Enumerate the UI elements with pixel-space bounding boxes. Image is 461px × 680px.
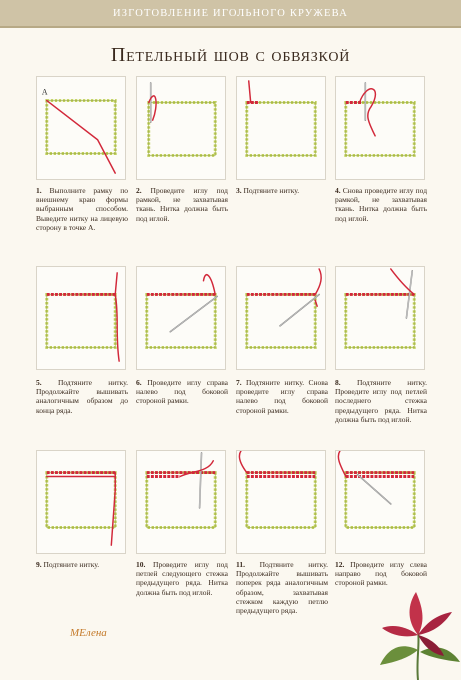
step-caption-2 — [136, 186, 228, 223]
step-caption-3 — [236, 186, 328, 195]
step-text: Подтяните нитку. Продолжайте вышивать аналогичным образом до конца ряда. — [36, 378, 128, 415]
step-number: 2. — [136, 186, 142, 195]
step-number: 5. — [36, 378, 42, 387]
step-photo-2 — [136, 76, 226, 180]
step-text: Подтяните нитку. — [43, 560, 100, 569]
point-a-label: A — [41, 87, 48, 97]
step-number: 6. — [136, 378, 142, 387]
step-text: Подтяните нитку. Снова проведите иглу справа налево под боковой стороной рамки. — [236, 378, 328, 415]
step-text: Проведите иглу под петлей следующего стежка предыдущего ряда. Нитка должна быть под иглой. — [136, 560, 228, 597]
step-number: 3. — [236, 186, 242, 195]
step-number: 10. — [136, 560, 146, 569]
step-photo-7 — [236, 266, 326, 370]
page-title: Петельный шов с обвязкой — [110, 44, 351, 66]
step-text: Проведите иглу слева направо под боковой стороной рамки. — [335, 560, 428, 588]
step-caption-8 — [335, 378, 427, 424]
step-number: 4. — [335, 186, 341, 195]
step-caption-11 — [236, 560, 328, 615]
step-caption-5 — [36, 378, 128, 415]
step-photo-1 — [36, 76, 126, 180]
step-photo-6 — [136, 266, 226, 370]
step-text: Проведите иглу под рамкой, не захватывая ткань. Нитка должна быть под иглой. — [136, 186, 228, 223]
header-divider — [0, 26, 461, 28]
step-photo-9 — [36, 450, 126, 554]
step-photo-10 — [136, 450, 226, 554]
running-header-title: ИЗГОТОВЛЕНИЕ ИГОЛЬНОГО КРУЖЕВА — [113, 7, 348, 19]
step-text: Снова проведите иглу под рамкой, не захватывая ткань. Нитка должна быть под иглой. — [335, 186, 428, 223]
flower-illustration — [378, 590, 461, 680]
step-caption-4 — [335, 186, 427, 223]
step-number: 11. — [236, 560, 245, 569]
step-photo-11 — [236, 450, 326, 554]
step-number: 7. — [236, 378, 242, 387]
signature: МЕлена — [70, 627, 107, 639]
step-number: 8. — [335, 378, 341, 387]
step-text: Проведите иглу справа налево под боковой стороной рамки. — [136, 378, 228, 406]
step-photo-5 — [36, 266, 126, 370]
step-caption-9 — [36, 560, 128, 569]
step-text: Подтяните нитку. Продолжайте вышивать поперек ряда аналогичным образом, захватывая стежком каждую петлю предыдущего ряда. — [236, 560, 328, 616]
step-photo-12 — [335, 450, 425, 554]
step-photo-4 — [335, 76, 425, 180]
step-caption-6 — [136, 378, 228, 406]
step-caption-12 — [335, 560, 427, 588]
step-number: 9. — [36, 560, 42, 569]
step-text: Выполните рамку по внешнему краю формы выбранным способом. Выведите нитку на лицевую сторону в точке А. — [36, 186, 129, 232]
running-header — [0, 0, 461, 26]
step-photo-8 — [335, 266, 425, 370]
step-text: Подтяните нитку. — [243, 186, 300, 195]
step-caption-1 — [36, 186, 128, 232]
step-photo-3 — [236, 76, 326, 180]
step-caption-10 — [136, 560, 228, 597]
step-text: Подтяните нитку. Проведите иглу под петлей последнего стежка предыдущего ряда. Нитка должна быть под иглой. — [335, 378, 427, 424]
step-caption-7 — [236, 378, 328, 415]
step-number: 1. — [36, 186, 42, 195]
step-number: 12. — [335, 560, 345, 569]
